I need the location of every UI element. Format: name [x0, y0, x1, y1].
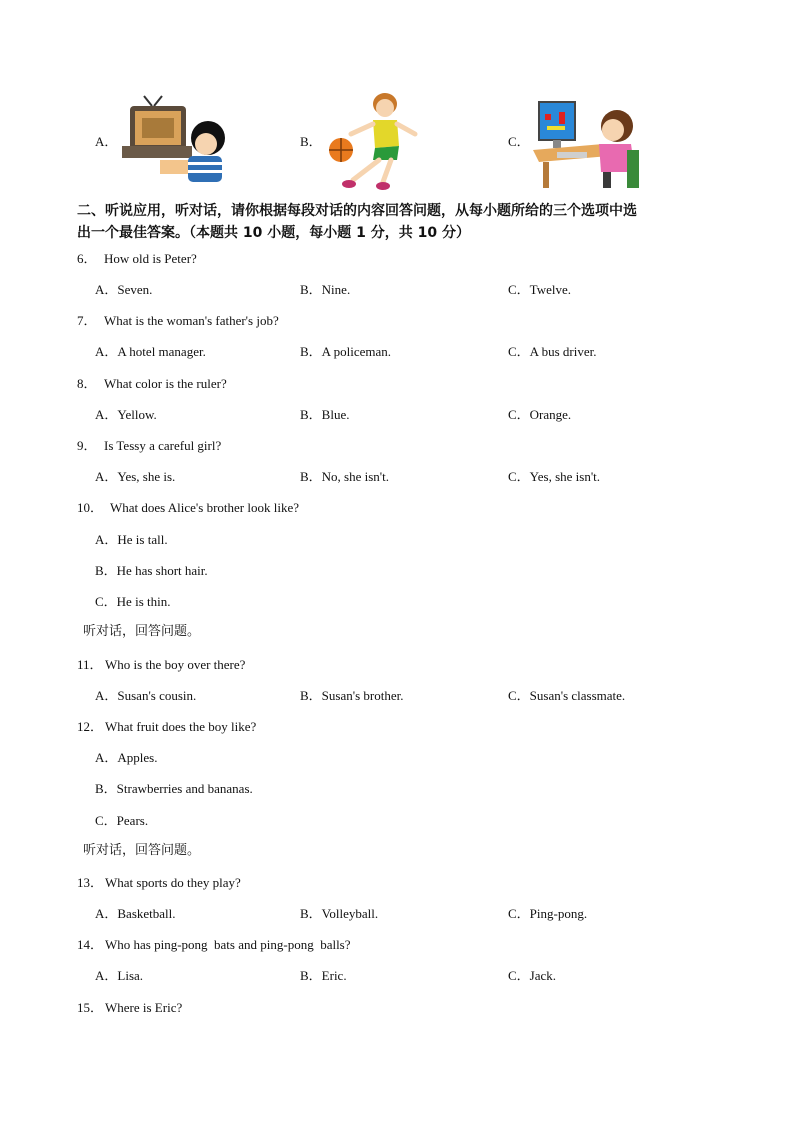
- question-text: What fruit does the boy like?: [105, 719, 257, 734]
- question-number: 11．: [77, 657, 103, 672]
- option-b: B．Blue.: [300, 407, 350, 422]
- question-text: How old is Peter?: [104, 251, 197, 266]
- question-text: Where is Eric?: [105, 1000, 183, 1015]
- option-a: A．Yellow.: [95, 407, 157, 422]
- question-text: Who is the boy over there?: [105, 657, 246, 672]
- question-number: 13．: [77, 875, 104, 890]
- section-heading: [77, 200, 727, 244]
- child-at-computer-icon: [533, 100, 645, 190]
- question-number: 12．: [77, 719, 104, 734]
- option-c: C．Orange.: [508, 407, 572, 422]
- option-c: C．Susan's classmate.: [508, 688, 626, 703]
- question-text: What is the woman's father's job?: [104, 313, 279, 328]
- option-a: A．Lisa.: [95, 968, 144, 983]
- option-c: C．Jack.: [508, 968, 557, 983]
- option-b: B．Nine.: [300, 282, 351, 297]
- question-number: 14．: [77, 937, 104, 952]
- option-c: C．Yes, she isn't.: [508, 469, 601, 484]
- option-c: C．He is thin.: [95, 594, 171, 609]
- question-text: What sports do they play?: [105, 875, 241, 890]
- listening-instruction: 听对话，回答问题。: [83, 843, 201, 858]
- tv-watching-child-icon: [122, 94, 232, 186]
- question-text: Is Tessy a careful girl?: [104, 438, 222, 453]
- question-number: 8．: [77, 376, 97, 391]
- option-a: A．Basketball.: [95, 906, 176, 921]
- option-a: A．A hotel manager.: [95, 344, 206, 359]
- option-b: B．No, she isn't.: [300, 469, 390, 484]
- option-c: C．A bus driver.: [508, 344, 597, 359]
- girl-basketball-icon: [327, 88, 419, 192]
- option-a: A．Yes, she is.: [95, 469, 176, 484]
- option-b: B．Susan's brother.: [300, 688, 404, 703]
- option-b: B．Eric.: [300, 968, 347, 983]
- question-text: Who has ping-pong bats and ping-pong balls?: [105, 937, 351, 952]
- option-a: A．Seven.: [95, 282, 153, 297]
- question-text: What does Alice's brother look like?: [110, 500, 299, 515]
- section-heading-line1: 二、听说应用，听对话，请你根据每段对话的内容回答问题，从每小题所给的三个选项中选: [77, 203, 637, 219]
- option-a-label: A．: [95, 134, 118, 149]
- option-b: B．Volleyball.: [300, 906, 379, 921]
- question-text: What color is the ruler?: [104, 376, 227, 391]
- question-number: 10．: [77, 500, 104, 515]
- option-c: C．Twelve.: [508, 282, 571, 297]
- question-number: 6．: [77, 251, 97, 266]
- option-c-label: C．: [508, 134, 530, 149]
- option-a: A．Susan's cousin.: [95, 688, 197, 703]
- question-number: 15．: [77, 1000, 104, 1015]
- question-number: 9．: [77, 438, 97, 453]
- question-number: 7．: [77, 313, 97, 328]
- section-heading-line2: 出一个最佳答案。（本题共 10 小题，每小题 1 分，共 10 分）: [77, 225, 470, 241]
- option-a: A．He is tall.: [95, 532, 168, 547]
- option-b: B．A policeman.: [300, 344, 391, 359]
- option-a: A．Apples.: [95, 750, 158, 765]
- option-b: B．Strawberries and bananas.: [95, 781, 253, 796]
- option-b: B．He has short hair.: [95, 563, 208, 578]
- listening-instruction: 听对话，回答问题。: [83, 624, 201, 639]
- option-b-label: B．: [300, 134, 322, 149]
- option-c: C．Ping-pong.: [508, 906, 588, 921]
- option-c: C．Pears.: [95, 813, 149, 828]
